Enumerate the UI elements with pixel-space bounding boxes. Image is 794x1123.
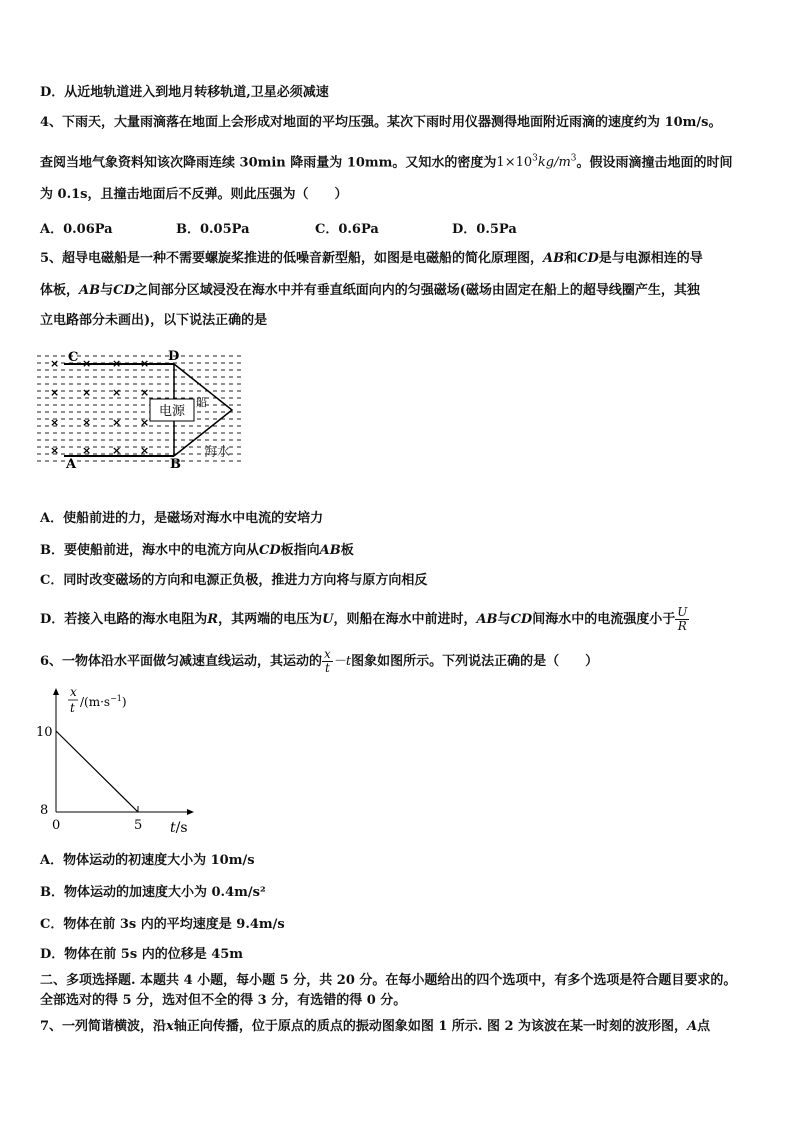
q5-option-d: D．若接入电路的海水电阻为R，其两端的电压为U，则船在海水中前进时，AB与CD间海水中的电流强度小于 $\frac{U}{R}$ [40, 605, 688, 633]
svg-text:x: x [70, 686, 77, 699]
y-axis-arrow [53, 688, 59, 695]
x-tick-5: 5 [134, 818, 143, 833]
x-axis-label: t/s [170, 820, 188, 836]
velocity-time-graph [30, 686, 200, 838]
cross: × [82, 386, 92, 399]
q6-option-b: B．物体运动的加速度大小为 0.4m/s² [40, 885, 266, 900]
label-c: C [68, 350, 79, 365]
y-tick-8: 8 [40, 803, 49, 818]
fraction-x-over-t: $\frac{x}{t}$ [324, 647, 331, 675]
cross: × [140, 357, 150, 370]
label-d: D [168, 349, 180, 364]
cross: × [140, 444, 150, 457]
cross: × [140, 416, 150, 429]
cross: × [112, 386, 122, 399]
q6-line1: 6、一物体沿水平面做匀减速直线运动，其运动的 $\frac{x}{t}$ －t图象如图所示。下列说法正确的是（ ） [40, 647, 599, 675]
q5-option-a: A．使船前进的力，是磁场对海水中电流的安培力 [40, 511, 324, 526]
cross: × [50, 416, 60, 429]
q4-option-d: D．0.5Pa [452, 222, 517, 237]
y-axis-unit: $/(m\cdot s^{-1})$ [80, 694, 127, 709]
q5-option-b: B．要使船前进，海水中的电流方向从CD板指向AB板 [40, 543, 354, 558]
cross: × [140, 386, 150, 399]
q4-line1: 4、下雨天，大量雨滴落在地面上会形成对地面的平均压强。某次下雨时用仪器测得地面附近雨滴的速度约为 10m/s。 [40, 115, 722, 130]
cross: × [50, 444, 60, 457]
label-a: A [66, 457, 77, 470]
q4-line3: 为 0.1s，且撞击地面后不反弹。则此压强为（ ） [40, 187, 348, 202]
density-value: $1\times 10^3kg/m^3$ [496, 154, 577, 171]
q5-line3: 立电路部分未画出)，以下说法正确的是 [40, 313, 268, 328]
q6-option-a: A．物体运动的初速度大小为 10m/s [40, 853, 255, 868]
cross: × [112, 416, 122, 429]
ship-diagram [36, 346, 246, 470]
x-tick-0: 0 [52, 818, 61, 833]
q6-option-c: C．物体在前 3s 内的平均速度是 9.4m/s [40, 917, 285, 932]
cross: × [82, 357, 92, 370]
power-label: 电源 [158, 404, 186, 419]
section2-line2: 全部选对的得 5 分，选对但不全的得 3 分，有选错的得 0 分。 [40, 993, 407, 1008]
svg-text:t: t [70, 701, 75, 715]
cross: × [50, 357, 60, 370]
q5-line1: 5、超导电磁船是一种不需要螺旋桨推进的低噪音新型船，如图是电磁船的简化原理图，AB和CD是与电源相连的导 [40, 251, 703, 266]
cross: × [50, 386, 60, 399]
q5-line2: 体板，AB与CD之间部分区域浸没在海水中并有垂直纸面向内的匀强磁场(磁场由固定在船上的超导线圈产生，其独 [40, 283, 700, 298]
q4-option-a: A．0.06Pa [40, 222, 113, 237]
graph-line [56, 731, 138, 812]
q6-option-d: D．物体在前 5s 内的位移是 45m [40, 947, 244, 962]
q7-line1: 7、一列简谐横波，沿x轴正向传播，位于原点的质点的振动图象如图 1 所示. 图 2 为该波在某一时刻的波形图，A点 [40, 1019, 711, 1034]
q4-option-c: C．0.6Pa [315, 222, 379, 237]
bow-label: 船 [196, 396, 207, 409]
cross: × [112, 357, 122, 370]
cross: × [82, 444, 92, 457]
q4-option-b: B．0.05Pa [176, 222, 250, 237]
q4-line2: 查阅当地气象资料知该次降雨连续 30min 降雨量为 10mm。又知水的密度为$1\times 10^3kg/m^3$。假设雨滴撞击地面的时间 [40, 154, 733, 171]
q5-option-c: C．同时改变磁场的方向和电源正负极，推进力方向将与原方向相反 [40, 573, 428, 588]
cross: × [112, 444, 122, 457]
y-tick-10: 10 [36, 725, 53, 740]
cross: × [82, 416, 92, 429]
label-b: B [170, 457, 181, 470]
x-axis-arrow [187, 809, 194, 815]
section2-line1: 二、多项选择题. 本题共 4 小题，每小题 5 分，共 20 分。在每小题给出的四个选项中，有多个选项是符合题目要求的。 [40, 973, 737, 988]
q3-option-d: D．从近地轨道进入到地月转移轨道,卫星必须减速 [40, 85, 329, 100]
seawater-label: 海水 [204, 445, 231, 460]
fraction-u-over-r: $\frac{U}{R}$ [677, 605, 688, 633]
